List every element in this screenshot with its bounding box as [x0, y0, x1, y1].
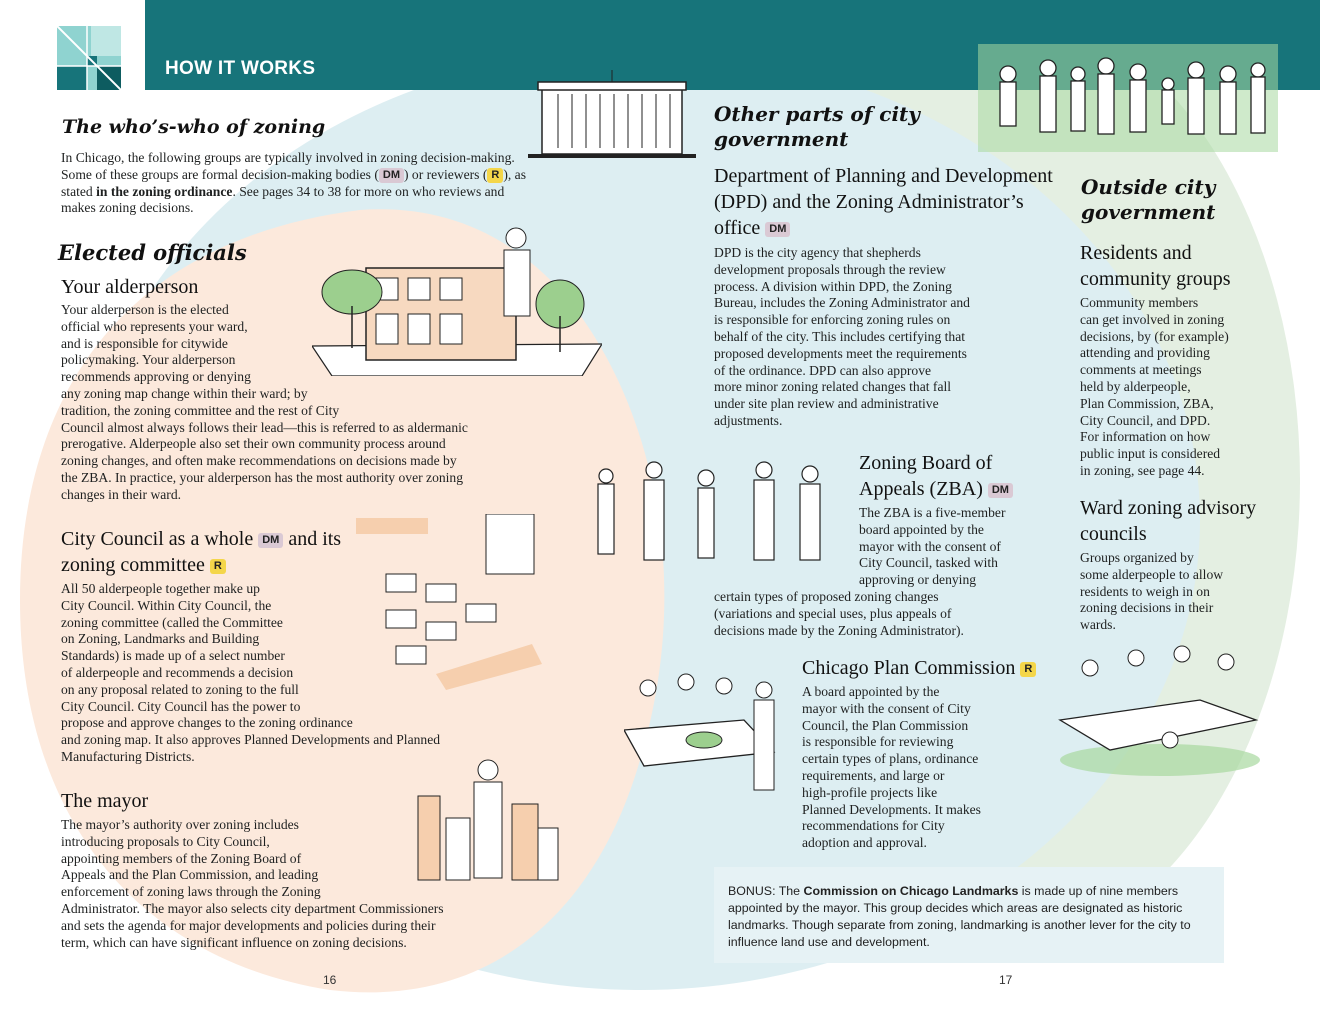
intro-text: In Chicago, the following groups are typically involved in zoning decision-making. Some of these groups are formal decision-making bodies ( DM ) or reviewers ( R ), as stated in the zoning ordinance. See pages 34 to 38 for more on who reviews and makes zoning decisions.: [61, 150, 527, 216]
mayor-heading: The mayor: [61, 790, 149, 812]
council-text: All 50 alderpeople together make up City Council. Within City Council, the zoning committee (called the Committee on Zoning, Landmarks and Building Standards) is made up of a select number of alderpeople and recommends a decision on any proposal related to zoning to the full City Council. City Council has the power to propose and approve changes to the zoning ordinance and zoning map. It also approves Planned Developments and Planned Manufacturing Districts.: [61, 581, 441, 764]
zba-text-bottom: certain types of proposed zoning changes (variations and special uses, plus appeals of decisions made by the Zoning Administrator).: [714, 589, 964, 638]
city-hall-illustration: [528, 68, 696, 160]
page-number-left: 16: [323, 973, 337, 987]
cpc-text: A board appointed by the mayor with the consent of City Council, the Plan Commission is responsible for reviewing certain types of plans, ordinance requirements, and large or high-profile projects like Planned Developments. It makes recommendations for City adoption and approval.: [802, 684, 981, 851]
plan-commission-illustration: [624, 670, 784, 800]
alderperson-heading: Your alderperson: [61, 276, 199, 298]
ward-text: Groups organized by some alderpeople to allow residents to weigh in on zoning decisions in their wards.: [1080, 550, 1224, 633]
ward-heading: Ward zoning advisory councils: [1080, 497, 1257, 545]
zoning-committee-heading: zoning committee R: [61, 552, 226, 578]
residents-text: Community members can get involved in zoning decisions, by (for example) attending and providing comments at meetings held by alderpeople, Plan Commission, ZBA, City Council, and DPD. For information on how public input is considered in zoning, see page 44.: [1080, 295, 1229, 478]
bonus-box: BONUS: The Commission on Chicago Landmarks is made up of nine members appointed by the mayor. This group decides which areas are designated as historic landmarks. Though separate from zoning, landmarking is another lever for the city to influence land use and development.: [714, 867, 1224, 963]
other-gov-title: Other parts of city government: [714, 102, 920, 151]
outside-gov-title: Outside city government: [1081, 175, 1216, 224]
blob-overlap-white: [0, 90, 1, 91]
r-badge: R: [1020, 662, 1036, 677]
page-number-right: 17: [999, 973, 1013, 987]
alderperson-text: Your alderperson is the elected official who represents your ward, and is responsible for citywide policymaking. Your alderperson recommends approving or denying any zoning map change within their ward; by tradition, the zoning committee and the rest of City Council almost always follows their lead—this is referred to as aldermanic prerogative. Alderpeople also set their own community process around zoning changes, and often make recommendations on decisions made by the ZBA. In practice, your alderperson has the most authority over zoning changes in their ward.: [61, 302, 468, 502]
dm-badge: DM: [765, 222, 790, 237]
cpc-heading: Chicago Plan Commission R: [802, 655, 1036, 681]
community-people-illustration: [978, 44, 1278, 152]
residents-heading: Residents and community groups: [1080, 242, 1231, 290]
intro-title: The who’s-who of zoning: [62, 116, 326, 138]
dm-badge: DM: [379, 168, 404, 183]
logo-icon: [57, 26, 121, 90]
dpd-text: DPD is the city agency that shepherds development proposals through the review process. A division within DPD, the Zoning Bureau, includes the Zoning Administrator and is responsible for enforcing zoning rules on behalf of the city. This includes certifying that proposed developments meet the requirements of the ordinance. DPD can also approve more minor zoning related changes that fall under site plan review and administrative adjustments.: [714, 245, 970, 428]
r-badge: R: [487, 168, 503, 183]
zba-people-illustration: [588, 458, 836, 568]
dpd-heading: Department of Planning and Development (DPD) and the Zoning Administrator’s office DM: [714, 165, 1053, 239]
mayor-text: The mayor’s authority over zoning includes introducing proposals to City Council, appointing members of the Zoning Board of Appeals and the Plan Commission, and leading enforcement of zoning laws through the Zoning Administrator. The mayor also selects city department Commissioners and sets the agenda for major developments and policies during their term, which can have significant influence on zoning decisions.: [61, 817, 444, 950]
elected-officials-title: Elected officials: [58, 240, 247, 265]
council-heading: City Council as a whole DM and its: [61, 528, 342, 550]
zba-text-top: The ZBA is a five-member board appointed by the mayor with the consent of City Council, tasked with approving or denying: [859, 505, 1006, 588]
zba-heading: Zoning Board of Appeals (ZBA) DM: [859, 450, 1013, 502]
dm-badge: DM: [258, 533, 283, 548]
ward-council-illustration: [1050, 640, 1266, 780]
r-badge: R: [210, 559, 226, 574]
section-label: HOW IT WORKS: [165, 58, 316, 79]
dm-badge: DM: [988, 483, 1013, 498]
